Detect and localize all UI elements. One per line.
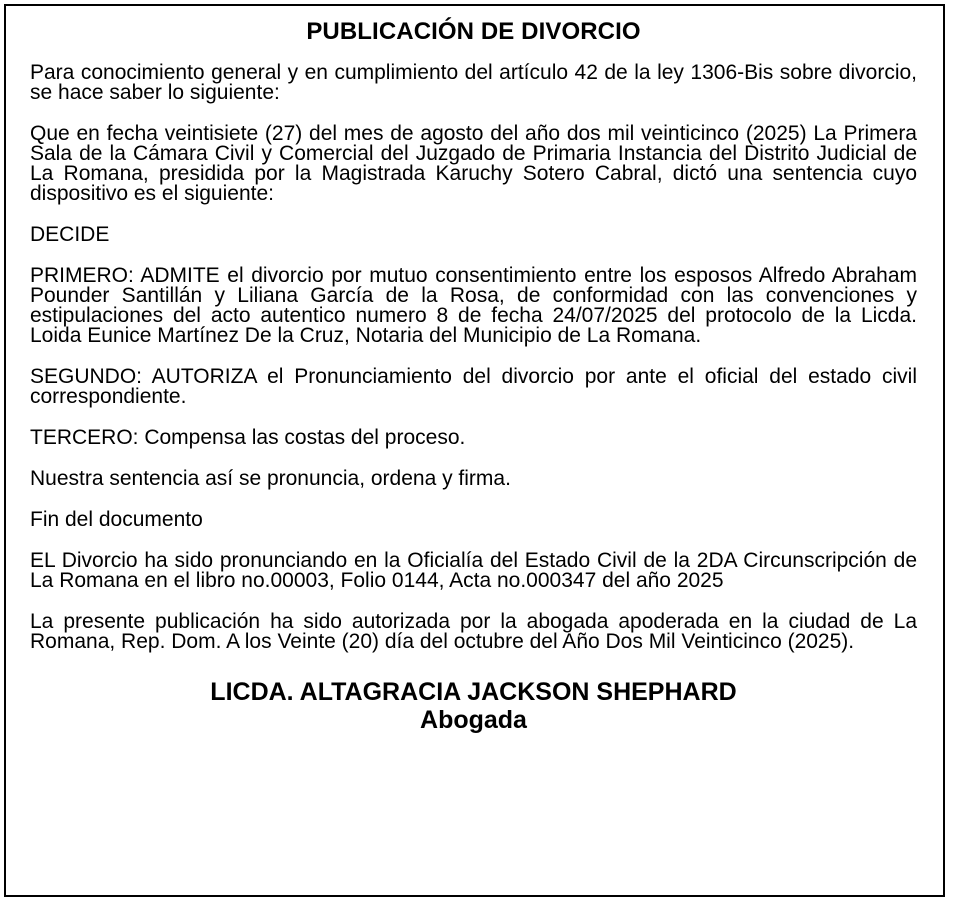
signature-block — [30, 678, 917, 734]
decide-heading: DECIDE — [30, 223, 110, 246]
signatory-name: LICDA. ALTAGRACIA JACKSON SHEPHARD — [210, 678, 737, 706]
document-end: Fin del documento — [30, 508, 203, 531]
intro-paragraph: Para conocimiento general y en cumplimiento del artículo 42 de la ley 1306-Bis sobre divorcio, se hace saber lo siguiente: — [30, 61, 917, 104]
second-resolution: SEGUNDO: AUTORIZA el Pronunciamiento del divorcio por ante el oficial del estado civil correspondiente. — [30, 365, 917, 408]
notice-title: PUBLICACIÓN DE DIVORCIO — [306, 18, 641, 45]
authorization-paragraph: La presente publicación ha sido autorizada por la abogada apoderada en la ciudad de La Romana, Rep. Dom. A los Veinte (20) día del octubre del Año Dos Mil Veinticinco (2025). — [30, 610, 917, 653]
third-resolution: TERCERO: Compensa las costas del proceso. — [30, 426, 466, 449]
first-resolution: PRIMERO: ADMITE el divorcio por mutuo consentimiento entre los esposos Alfredo Abraham Pounder Santillán y Liliana García de la Rosa, de conformidad con las convenciones y estipulaciones del acto autentico numero 8 de fecha 24/07/2025 del protocolo de la Licda. Loida Eunice Martínez De la Cruz, Notaria del Municipio de La Romana. — [30, 264, 917, 347]
ruling-paragraph: Que en fecha veintisiete (27) del mes de agosto del año dos mil veinticinco (2025) La Primera Sala de la Cámara Civil y Comercial del Juzgado de Primaria Instancia del Distrito Judicial de La Romana, presidida por la Magistrada Karuchy Sotero Cabral, dictó una sentencia cuyo dispositivo es el siguiente: — [30, 122, 917, 205]
registry-paragraph: EL Divorcio ha sido pronunciando en la Oficialía del Estado Civil de la 2DA Circunscripción de La Romana en el libro no.00003, Folio 0144, Acta no.000347 del año 2025 — [30, 549, 917, 592]
signatory-role: Abogada — [420, 706, 527, 734]
divorce-notice — [4, 4, 945, 897]
sentence-closing: Nuestra sentencia así se pronuncia, ordena y firma. — [30, 467, 511, 490]
